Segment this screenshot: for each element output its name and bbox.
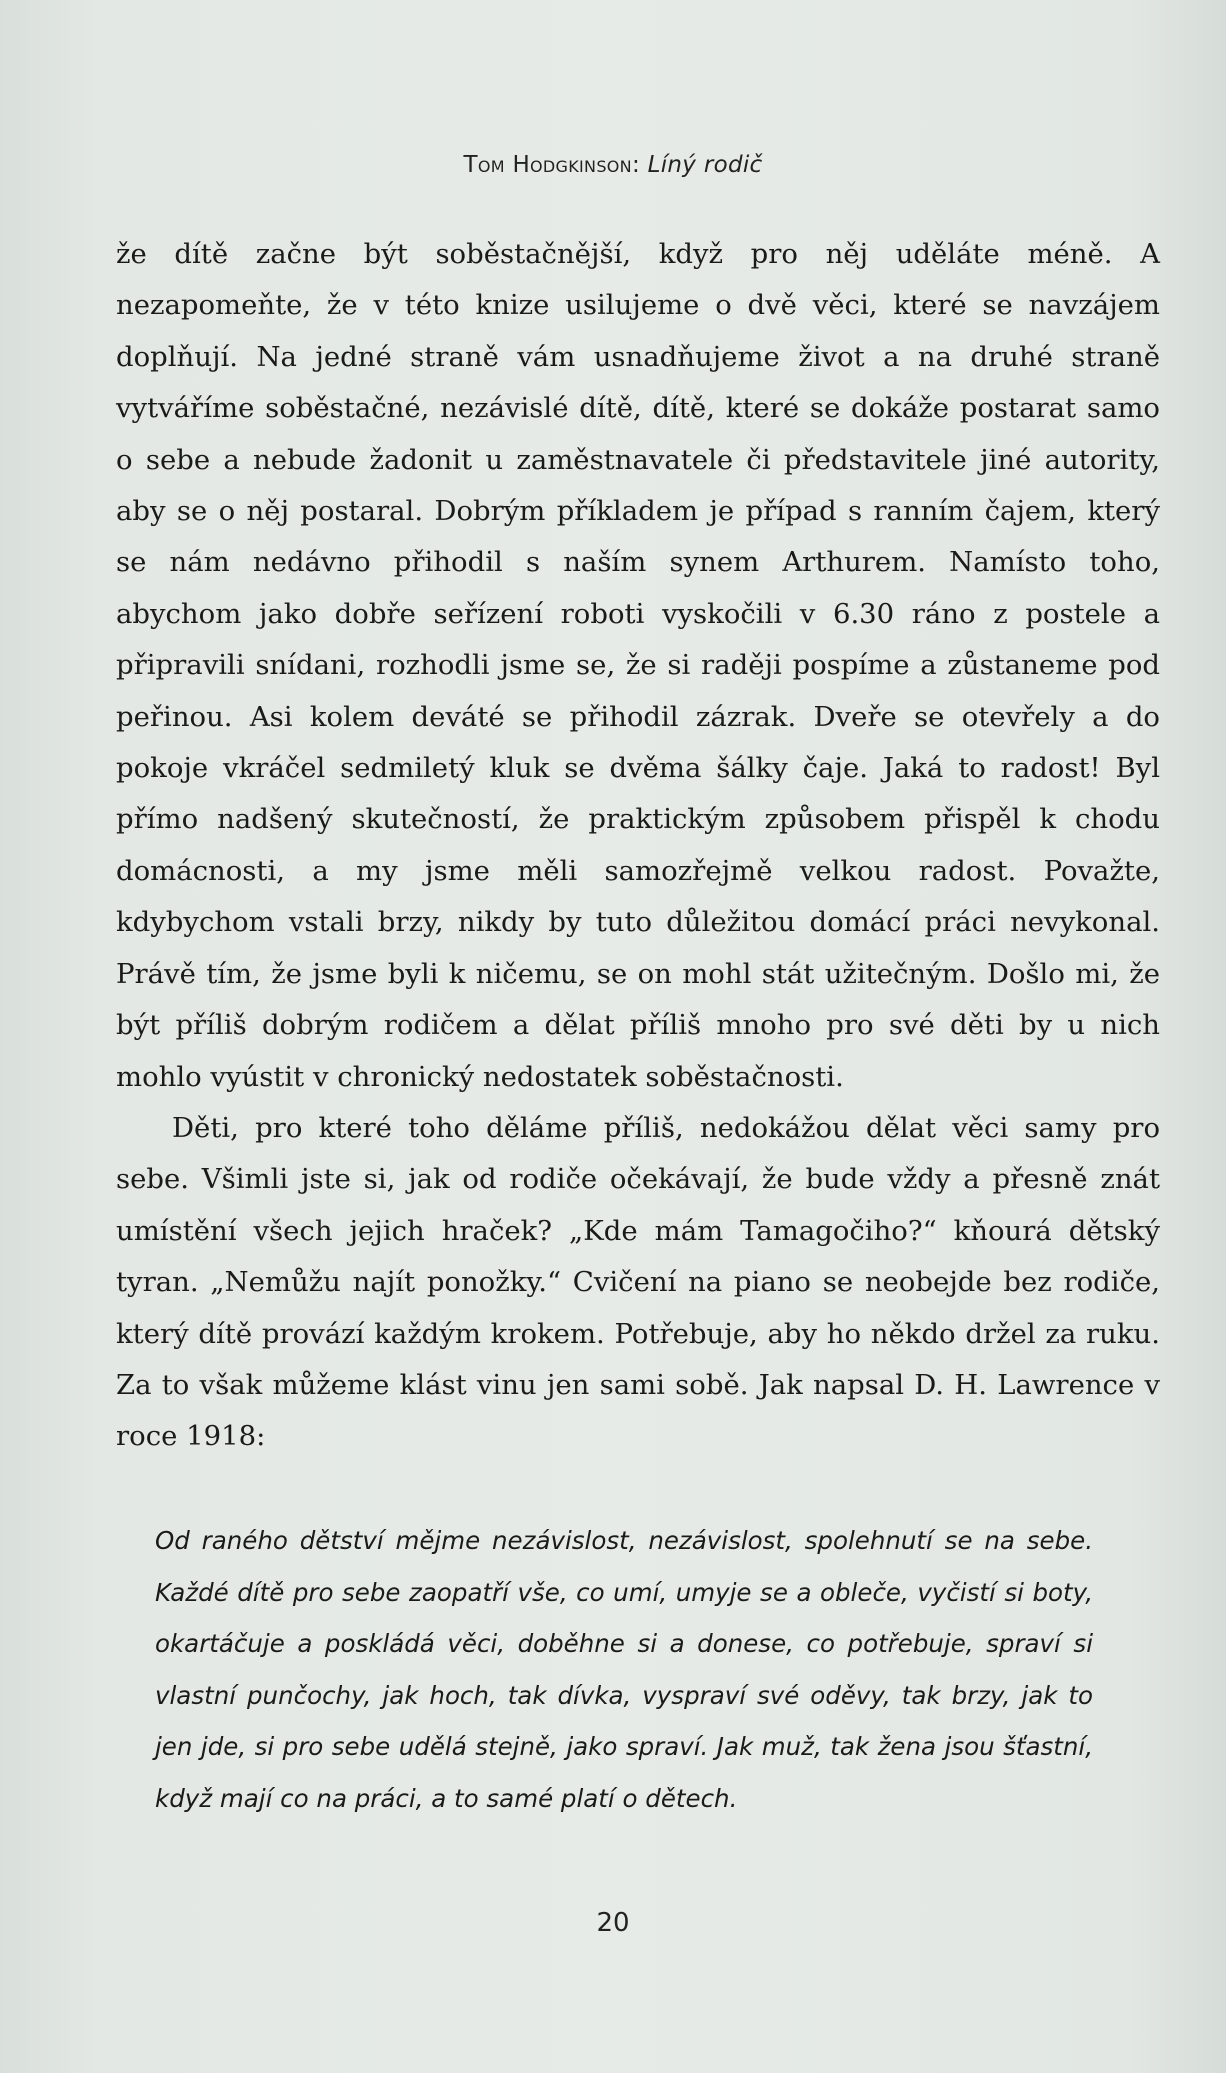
running-head	[0, 152, 1226, 178]
paragraph-1: že dítě začne být soběstačnější, když pro něj uděláte méně. A nezapomeňte, že v této knize usilujeme o dvě věci, které se navzájem doplňují. Na jedné straně vám usnadňujeme život a na druhé straně vytváříme soběstačné, nezávislé dítě, dítě, které se dokáže postarat samo o sebe a nebude žadonit u zaměstnavatele či představitele jiné autority, aby se o něj postaral. Dobrým příkladem je případ s ranním čajem, který se nám nedávno přihodil s naším synem Arthurem. Namísto toho, abychom jako dobře seřízení roboti vyskočili v 6.30 ráno z postele a připravili snídani, rozhodli jsme se, že si raději pospíme a zůstaneme pod peřinou. Asi kolem deváté se přihodil zázrak. Dveře se otevřely a do pokoje vkráčel sedmiletý kluk se dvěma šálky čaje. Jaká to radost! Byl přímo nadšený skutečností, že praktickým způsobem přispěl k chodu domácnosti, a my jsme měli samozřejmě velkou radost. Považte, kdybychom vstali brzy, nikdy by tuto důležitou domácí práci nevykonal. Právě tím, že jsme byli k ničemu, se on mohl stát užitečným. Došlo mi, že být příliš dobrým rodičem a dělat příliš mnoho pro své děti by u nich mohlo vyústit v chronický nedostatek soběstačnosti.	[116, 238, 1160, 1093]
block-quote	[155, 1515, 1093, 1825]
paragraph-2: Děti, pro které toho děláme příliš, nedokážou dělat věci samy pro sebe. Všimli jste si, jak od rodiče očekávají, že bude vždy a přesně znát umístění všech jejich hraček? „Kde mám Tamagočiho?“ kňourá dětský tyran. „Nemůžu najít ponožky.“ Cvičení na piano se neobejde bez rodiče, který dítě provází každým krokem. Potřebuje, aby ho někdo držel za ruku. Za to však můžeme klást vinu jen sami sobě. Jak napsal D. H. Lawrence v roce 1918:	[116, 1111, 1160, 1453]
running-head-author: Tom Hodgkinson:	[463, 152, 640, 178]
page-number: 20	[596, 1908, 630, 1938]
quote-text: Od raného dětství mějme nezávislost, nezávislost, spolehnutí se na sebe. Každé dítě pro sebe zaopatří vše, co umí, umyje se a obleče, vyčistí si boty, okartáčuje a poskládá věci, doběhne si a donese, co potřebuje, spraví si vlastní punčochy, jak hoch, tak dívka, vyspraví své oděvy, tak brzy, jak to jen jde, si pro sebe udělá stejně, jako spraví. Jak muž, tak žena jsou šťastní, když mají co na práci, a to samé platí o dětech.	[155, 1526, 1093, 1813]
running-head-title: Líný rodič	[647, 152, 763, 178]
body-text	[116, 229, 1160, 1463]
